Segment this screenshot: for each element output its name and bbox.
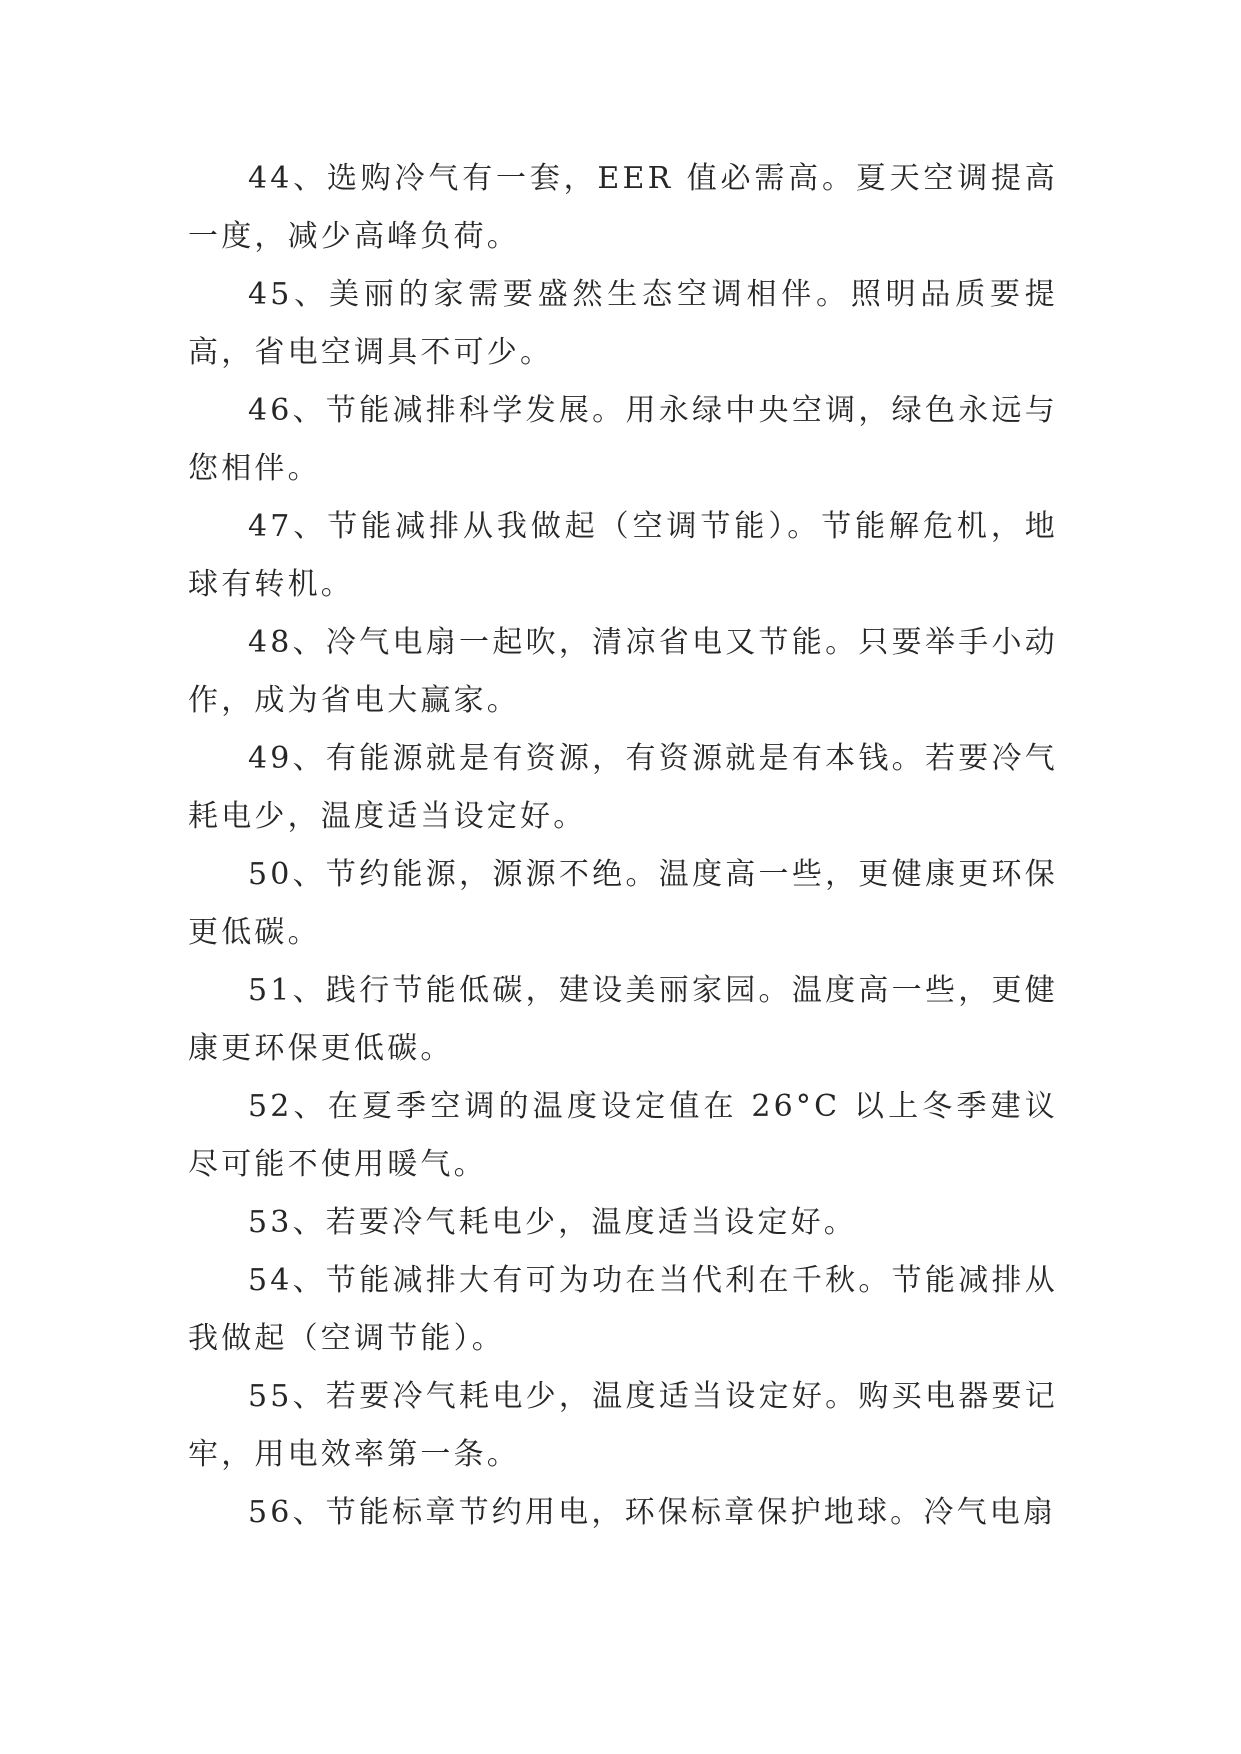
paragraph-50: 50、节约能源，源源不绝。温度高一些，更健康更环保更低碳。 xyxy=(188,857,1058,950)
paragraph-53: 53、若要冷气耗电少，温度适当设定好。 xyxy=(248,1205,857,1240)
paragraph-51: 51、践行节能低碳，建设美丽家园。温度高一些，更健康更环保更低碳。 xyxy=(188,973,1058,1066)
paragraph-46: 46、节能减排科学发展。用永绿中央空调，绿色永远与您相伴。 xyxy=(188,393,1058,486)
document-body xyxy=(188,150,1058,1542)
paragraph-54: 54、节能减排大有可为功在当代利在千秋。节能减排从我做起（空调节能）。 xyxy=(188,1263,1058,1356)
paragraph-45: 45、美丽的家需要盛然生态空调相伴。照明品质要提高，省电空调具不可少。 xyxy=(188,277,1058,370)
paragraph-47: 47、节能减排从我做起（空调节能）。节能解危机，地球有转机。 xyxy=(188,509,1058,602)
paragraph-48: 48、冷气电扇一起吹，清凉省电又节能。只要举手小动作，成为省电大赢家。 xyxy=(188,625,1058,718)
paragraph-49: 49、有能源就是有资源，有资源就是有本钱。若要冷气耗电少，温度适当设定好。 xyxy=(188,741,1058,834)
paragraph-52: 52、在夏季空调的温度设定值在 26°C 以上冬季建议尽可能不使用暖气。 xyxy=(188,1089,1058,1182)
paragraph-56: 56、节能标章节约用电，环保标章保护地球。冷气电扇 xyxy=(248,1495,1057,1530)
paragraph-55: 55、若要冷气耗电少，温度适当设定好。购买电器要记牢，用电效率第一条。 xyxy=(188,1379,1058,1472)
paragraph-44: 44、选购冷气有一套，EER 值必需高。夏天空调提高一度，减少高峰负荷。 xyxy=(188,161,1058,254)
